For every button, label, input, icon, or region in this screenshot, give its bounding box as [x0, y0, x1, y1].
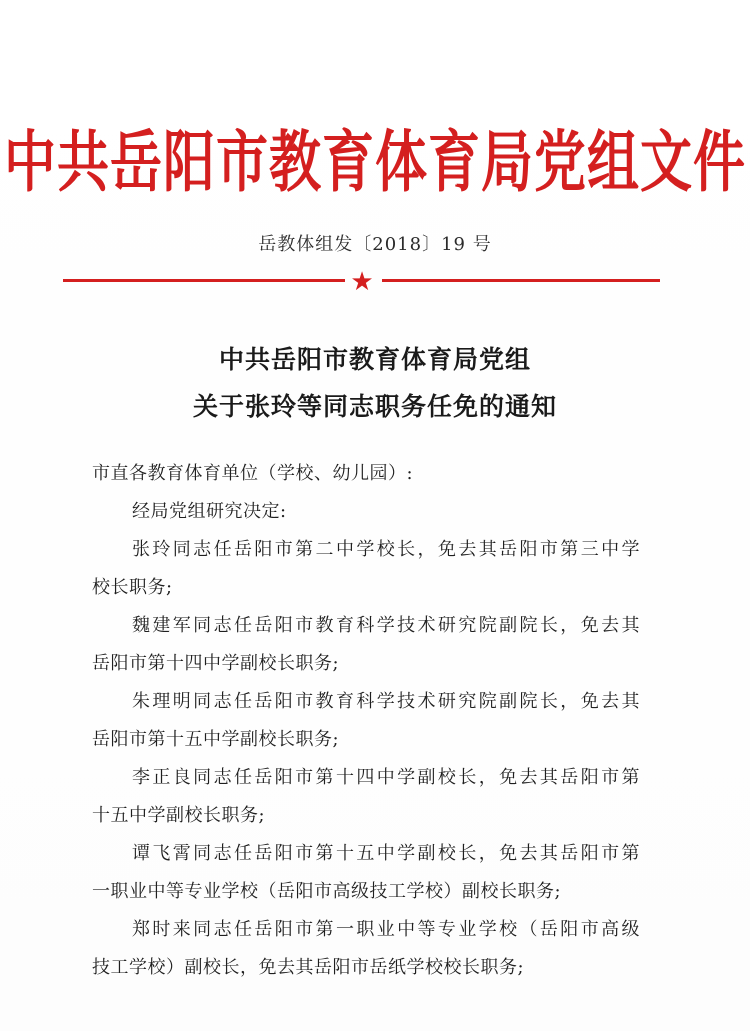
- notice-title-line-2: 关于张玲等同志职务任免的通知: [192, 392, 557, 421]
- appointment-1-line-1: [92, 531, 640, 569]
- appointment-1-line-2: 校长职务;: [92, 577, 173, 598]
- appointment-6-line-2: 技工学校）副校长，免去其岳阳市岳纸学校校长职务;: [92, 957, 525, 978]
- appointment-4-line-1: [92, 759, 640, 797]
- appointment-5-line-2: 一职业中等专业学校（岳阳市高级技工学校）副校长职务;: [92, 881, 562, 902]
- appointment-6-line-1: [92, 911, 640, 949]
- appointment-4-line-2: 十五中学副校长职务;: [92, 805, 266, 826]
- addressee-line: 市直各教育体育单位（学校、幼儿园）:: [92, 463, 414, 484]
- notice-title-line-1: 中共岳阳市教育体育局党组: [218, 345, 531, 374]
- appointment-1-text-a: 张玲同志任岳阳市第二中学校长，免去其岳阳市第三中学: [132, 539, 640, 560]
- red-divider-right: [382, 279, 660, 282]
- appointment-6-text-a: 郑时来同志任岳阳市第一职业中等专业学校（岳阳市高级: [132, 919, 640, 940]
- appointment-2-line-2: 岳阳市第十四中学副校长职务;: [92, 653, 340, 674]
- appointment-4-text-a: 李正良同志任岳阳市第十四中学副校长，免去其岳阳市第: [132, 767, 640, 788]
- appointment-2-line-1: [92, 607, 640, 645]
- red-divider-left: [63, 279, 345, 282]
- appointment-2-text-a: 魏建军同志任岳阳市教育科学技术研究院副院长，免去其: [132, 615, 640, 636]
- appointment-5-line-1: [92, 835, 640, 873]
- notice-body: [92, 455, 640, 987]
- appointment-5-text-a: 谭飞霄同志任岳阳市第十五中学副校长，免去其岳阳市第: [132, 843, 640, 864]
- appointment-3-line-2: 岳阳市第十五中学副校长职务;: [92, 729, 340, 750]
- document-number: 岳教体组发〔2018〕19 号: [258, 234, 492, 255]
- decision-intro: 经局党组研究决定:: [132, 501, 287, 522]
- document-banner-title: 中共岳阳市教育体育局党组文件: [3, 124, 746, 202]
- appointment-3-text-a: 朱理明同志任岳阳市教育科学技术研究院副院长，免去其: [132, 691, 640, 712]
- appointment-3-line-1: [92, 683, 640, 721]
- star-icon: ★: [350, 267, 374, 297]
